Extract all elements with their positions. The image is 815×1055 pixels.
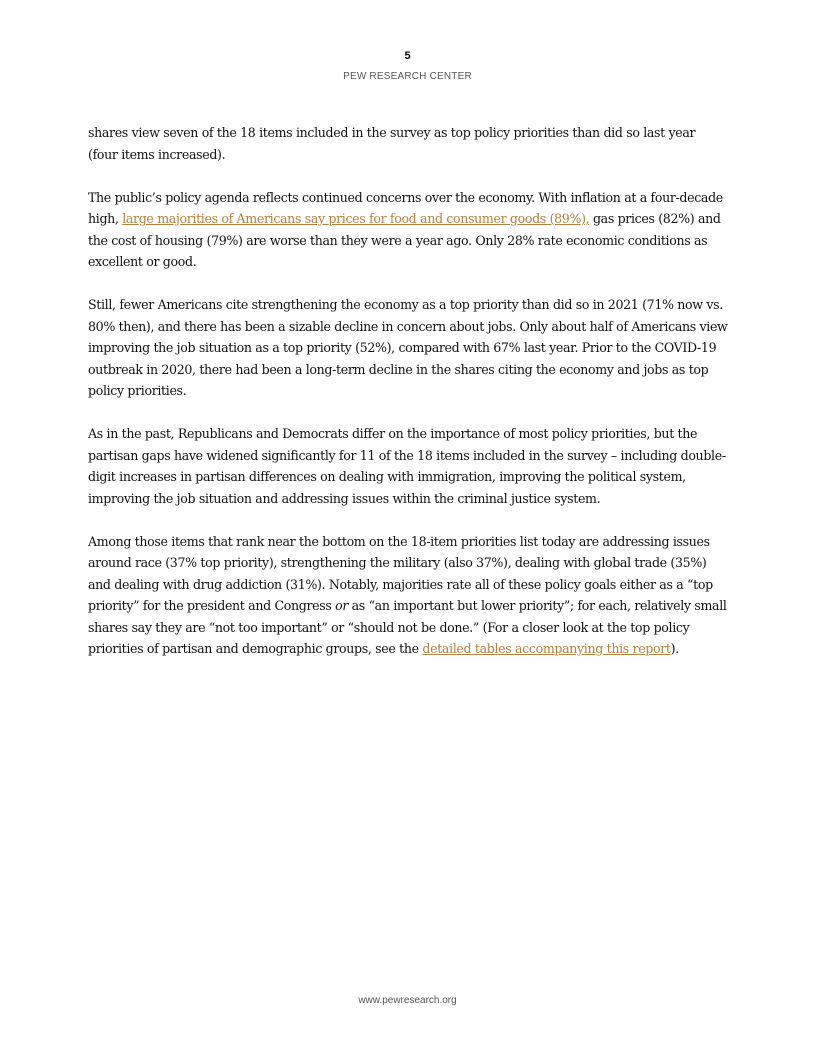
paragraph-5-text-1: Among those items that rank near the bottom on the 18-item priorities list today are addressing issues around race (37% top priority), strengthening the military (also 37%), dealing with global trade (35%) and dealing with drug addiction (31%). Notably, majorities rate all of these policy goals either as a “top priority” for the president and Congress [88,533,713,613]
paragraph-2-text-before: The public’s policy agenda reflects continued concerns over the economy. With inflation at a four-decade high, [88,189,723,226]
paragraph-1 [88,122,728,165]
paragraph-5 [88,531,728,660]
paragraph-5-text-2: as “an important but lower priority”; for each, relatively small shares say they are “not too important” or “should not be done.” (For a closer look at the top policy priorities of partisan and demographic groups, see the [88,598,727,656]
paragraph-5-emphasis: or [335,598,348,613]
page-number: 5 [404,50,411,62]
paragraph-1-text: shares view seven of the 18 items included in the survey as top policy priorities than did so last year (four items increased). [88,125,696,162]
detailed-tables-link[interactable]: detailed tables accompanying this report [422,641,671,656]
paragraph-4-text: As in the past, Republicans and Democrats differ on the importance of most policy priorities, but the partisan gaps have widened significantly for 11 of the 18 items included in the survey – including double-digit increases in partisan differences on dealing with immigration, improving the political system, improving the job situation and addressing issues within the criminal justice system. [88,426,726,506]
paragraph-2-text-after: gas prices (82%) and the cost of housing (79%) are worse than they were a year ago. Only 28% rate economic conditions as excellent or good. [88,211,721,269]
paragraph-3 [88,294,728,402]
footer-url: www.pewresearch.org [358,995,457,1006]
paragraph-5-text-3: ). [670,641,679,656]
paragraph-4 [88,423,728,509]
article-body [88,122,728,681]
paragraph-2 [88,187,728,273]
paragraph-3-text: Still, fewer Americans cite strengthening the economy as a top priority than did so in 2021 (71% now vs. 80% then), and there has been a sizable decline in concern about jobs. Only about half of Americans view improving the job situation as a top priority (52%), compared with 67% last year. Prior to the COVID-19 outbreak in 2020, there had been a long-term decline in the shares citing the economy and jobs as top policy priorities. [88,297,728,398]
organization-header: PEW RESEARCH CENTER [343,71,472,82]
prices-survey-link[interactable]: large majorities of Americans say prices for food and consumer goods (89%), [122,211,590,226]
